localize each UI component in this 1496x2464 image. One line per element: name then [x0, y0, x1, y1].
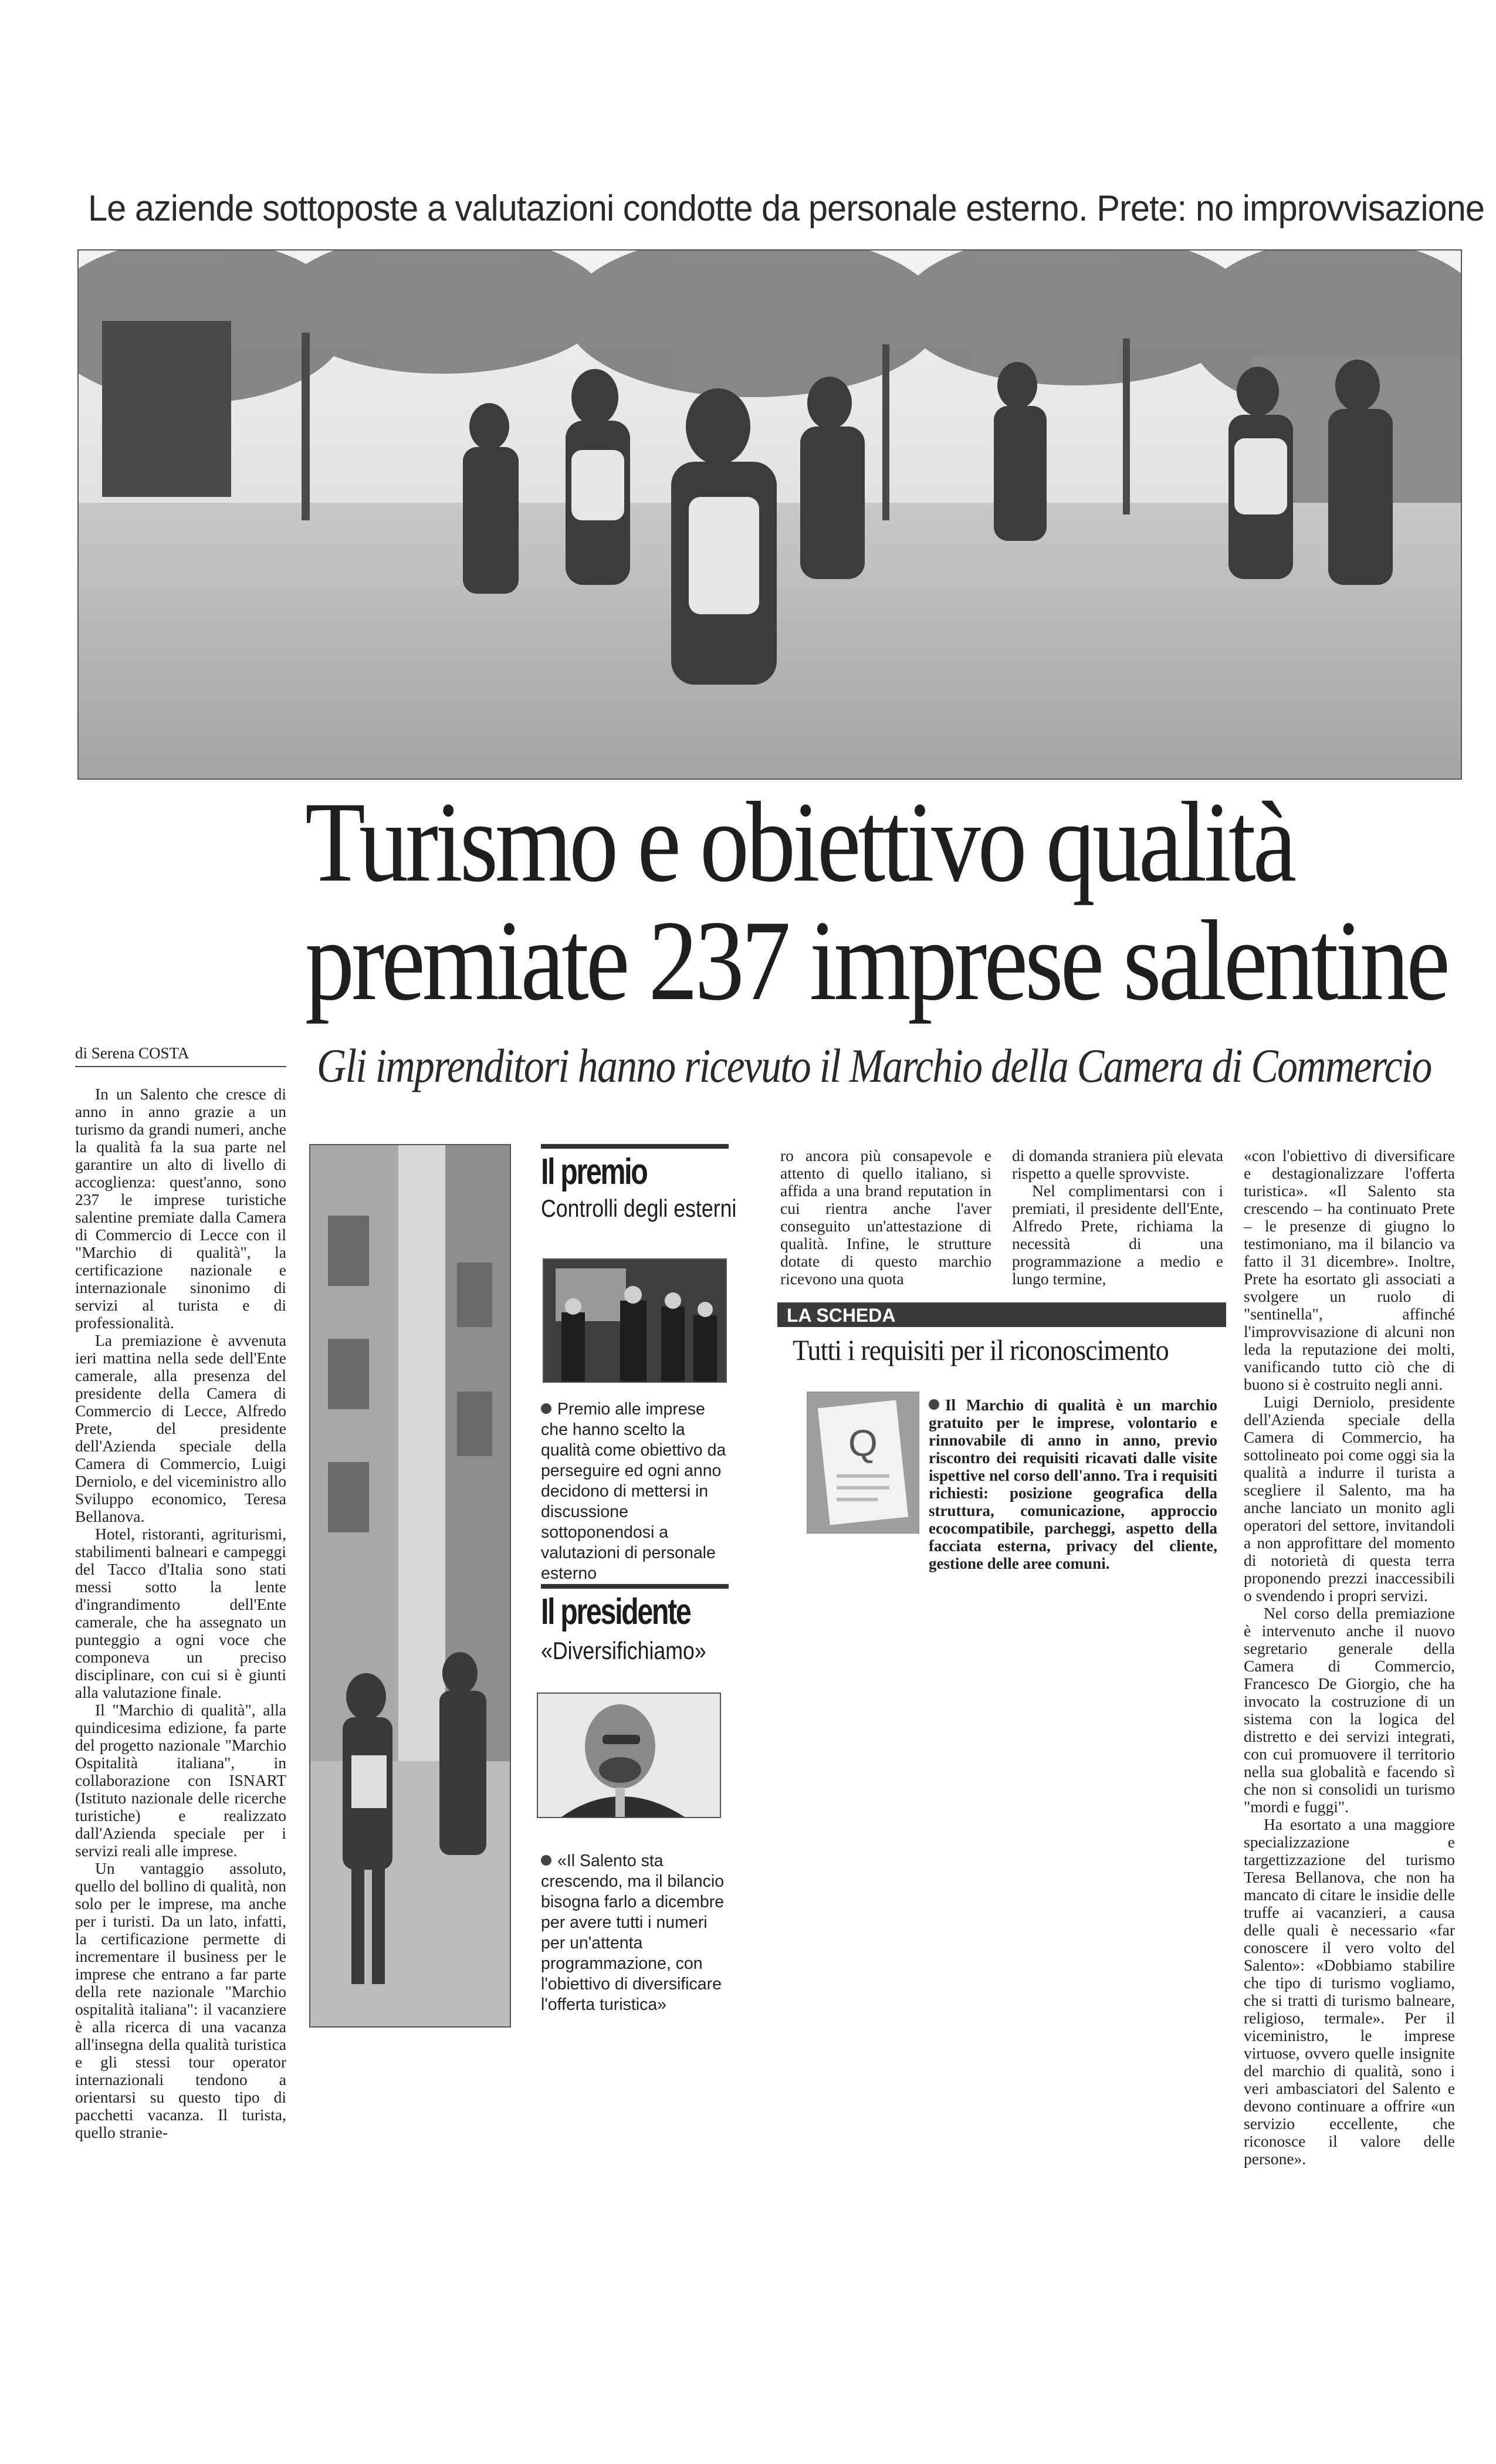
presidente-caption-text: «Il Salento sta crescendo, ma il bilancio bisogna farlo a dicembre per avere tutti i numeri per un'attenta programmazione, con l'obiettivo di diversificare l'offerta turistica»	[541, 1852, 725, 2014]
col5-paragraph: Luigi Derniolo, presidente dell'Azienda speciale della Camera di Commercio, ha sottolineato poi come oggi sia la qualità a indurre il turista a scegliere il Salento, ma ha anche lanciato un monito agli operatori del settore, invitandoli a non approfittare del momento di notorietà di questa terra proponendo prezzi inaccessibili o svendendo i propri servizi.	[1244, 1393, 1455, 1605]
col1-paragraph: Il "Marchio di qualità", alla quindicesima edizione, fa parte del progetto nazionale "Marchio Ospitalità italiana", in collaborazione con ISNART (Istituto nazionale delle ricerche turistiche) e realizzato dall'Azienda speciale per i servizi reali alle imprese.	[75, 1701, 286, 1860]
premio-caption	[541, 1399, 729, 1584]
presidente-title: Il presidente	[541, 1592, 691, 1632]
premio-subtitle: Controlli degli esterni	[541, 1194, 737, 1222]
presidente-caption	[541, 1851, 729, 2015]
col1-paragraph: La premiazione è avvenuta ieri mattina nella sede dell'Ente camerale, alla presenza del presidente della Camera di Commercio di Lecce, Alfredo Prete, del presidente dell'Azienda speciale della Camera di Commercio, Luigi Derniolo, e del viceministro allo Sviluppo economico, Teresa Bellanova.	[75, 1331, 286, 1525]
article-column-3	[780, 1147, 991, 1288]
scheda-label: LA SCHEDA	[787, 1305, 896, 1326]
main-photo-tourists	[77, 249, 1462, 780]
col5-paragraph: Nel corso della premiazione è intervenuto anche il nuovo segretario generale della Camera di Commercio, Francesco De Giorgio, che ha invocato la costruzione di un sistema con la logica del distretto e dei servizi integrati, con cui promuovere il territorio nella sua globalità e facendo sì che non si consolidi un turismo "mordi e fuggi".	[1244, 1604, 1455, 1816]
presidente-photo	[537, 1693, 721, 1818]
premio-caption-text: Premio alle imprese che hanno scelto la qualità come obiettivo da perseguire ed ogni anno decidono di mettersi in discussione sottoponendosi a valutazioni di personale esterno	[541, 1400, 726, 1583]
premio-title: Il premio	[541, 1152, 647, 1192]
kicker-headline: Le aziende sottoposte a valutazioni condotte da personale esterno. Prete: no improvvisazione	[88, 188, 1485, 229]
main-headline	[305, 779, 1447, 1024]
scheda-box	[777, 1302, 1226, 1572]
scheda-title: Tutti i requisiti per il riconoscimento	[793, 1333, 1169, 1366]
article-column-5	[1244, 1147, 1455, 2168]
presidente-subtitle: «Diversifichiamo»	[541, 1637, 706, 1664]
scheda-certificate-photo	[807, 1392, 919, 1534]
headline-line-2: premiate 237 imprese salentine	[305, 897, 1447, 1024]
col1-paragraph: Hotel, ristoranti, agriturismi, stabilimenti balneari e campeggi del Tacco d'Italia sono stati messi sotto la lente d'ingrandimento dell'Ente camerale, che ha assegnato un punteggio a ogni voce che componeva un preciso disciplinare, con cui si è giunti alla valutazione finale.	[75, 1525, 286, 1701]
scheda-body-text: Il Marchio di qualità è un marchio gratuito per le imprese, volontario e rinnovabile di anno in anno, previo riscontro dei requisiti ricavati dalle visite ispettive nel corso dell'anno. Tra i requisiti richiesti: posizione geografica della struttura, comunicazione, approccio ecocompatibile, parcheggi, aspetto della facciata esterna, privacy del cliente, gestione delle aree comuni.	[929, 1396, 1217, 1572]
article-column-4	[1012, 1147, 1223, 1288]
headline-line-1: Turismo e obiettivo qualità	[305, 779, 1294, 906]
col1-paragraph: Un vantaggio assoluto, quello del bollino di qualità, non solo per le imprese, ma anche per i turisti. Da un lato, infatti, la certificazione permette di incrementare il business per le imprese che entrano a far parte della rete nazionale "Marchio ospitalità italiana": il vacanziere è alla ricerca di una vacanza all'insegna della qualità turistica e gli stessi tour operator internazionali tendono a orientarsi su questo tipo di pacchetti vacanza. Il turista, quello stranie-	[75, 1859, 286, 2141]
street-photo	[309, 1144, 511, 2028]
quality-badge-letter: Q	[848, 1422, 878, 1464]
scheda-band	[777, 1304, 1226, 1327]
premio-rule	[541, 1144, 729, 1149]
subheadline: Gli imprenditori hanno ricevuto il Marchio della Camera di Commercio	[317, 1039, 1431, 1092]
scheda-body	[929, 1396, 1217, 1572]
article-column-1	[75, 1085, 286, 2141]
col1-paragraph: In un Salento che cresce di anno in anno grazie a un turismo da grandi numeri, anche la qualità fa la sua parte nel garantire un alto di livello di accoglienza: quest'anno, sono 237 le imprese turistiche salentine premiate dalla Camera di Commercio di Lecce con il "Marchio di qualità", la certificazione nazionale e internazionale sinonimo di servizi al turista e di professionalità.	[75, 1085, 286, 1332]
col5-paragraph: «con l'obiettivo di diversificare e destagionalizzare l'offerta turistica». «Il Salento sta crescendo – ha continuato Prete – le presenze di giugno lo testimoniano, ma il bilancio va fatto il 31 dicembre». Inoltre, Prete ha esortato gli associati a svolgere un ruolo di "sentinella", affinché l'improvvisazione di alcuni non leda la reputazione dei molti, vanificando tutto ciò che di buono si è costruito negli anni.	[1244, 1146, 1455, 1393]
bullet-icon	[929, 1399, 939, 1410]
bullet-icon	[541, 1855, 551, 1866]
col3-paragraph: ro ancora più consapevole e attento di quello italiano, si affida a una brand reputation in cui rientra anche l'aver conseguito un'attestazione di qualità. Infine, le strutture dotate di questo marchio ricevono una quota	[780, 1146, 991, 1288]
col4-paragraph: Nel complimentarsi con i premiati, il presidente dell'Ente, Alfredo Prete, richiama la necessità di una programmazione a medio e lungo termine,	[1012, 1182, 1223, 1288]
presidente-rule	[541, 1584, 729, 1589]
premio-photo	[543, 1258, 727, 1383]
col5-paragraph: Ha esortato a una maggiore specializzazione e targettizzazione del turismo Teresa Bellanova, che non ha mancato di citare le insidie delle truffe ai vacanzieri, a causa delle quali è necessario «far conoscere il vero volto del Salento»: «Dobbiamo stabilire che tipo di turismo vogliamo, che si tratti di turismo balneare, religioso, termale». Per il viceministro, le imprese virtuose, ovvero quelle insignite del marchio di qualità, sono i veri ambasciatori del Salento e devono continuare a offrire «un servizio eccellente, che riconosce il valore delle persone».	[1244, 1815, 1455, 2168]
byline: di Serena COSTA	[75, 1044, 286, 1067]
col4-paragraph: di domanda straniera più elevata rispetto a quelle sprovviste.	[1012, 1146, 1223, 1182]
bullet-icon	[541, 1403, 551, 1414]
